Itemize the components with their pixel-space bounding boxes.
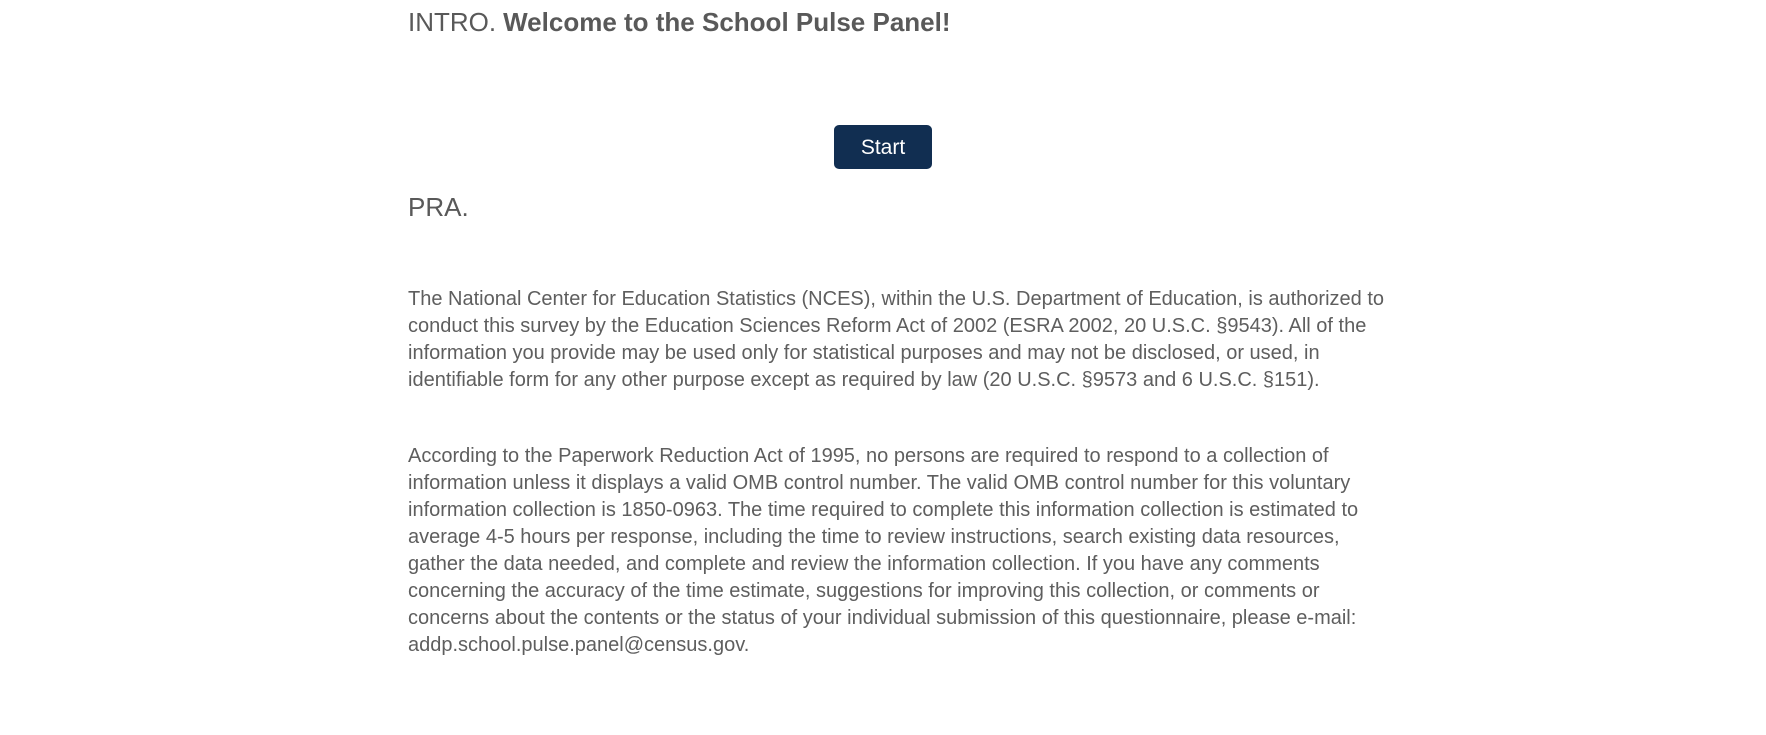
pra-question-id: PRA. <box>408 192 469 222</box>
pra-paragraph-1: The National Center for Education Statistics (NCES), within the U.S. Department of Education, is authorized to conduct this survey by the Education Sciences Reform Act of 2002 (ESRA 2002, 20 U.S.C. §9543). All of the information you provide may be used only for statistical purposes and may not be disclosed, or used, in identifiable form for any other purpose except as required by law (20 U.S.C. §9573 and 6 U.S.C. §151). <box>408 288 1385 391</box>
survey-content <box>408 0 1393 659</box>
start-button[interactable]: Start <box>834 125 932 169</box>
intro-title: Welcome to the School Pulse Panel! <box>503 7 951 37</box>
start-button-row <box>408 125 1358 169</box>
intro-heading <box>408 6 1393 38</box>
pra-paragraph-2: According to the Paperwork Reduction Act of 1995, no persons are required to respond to a collection of information unless it displays a valid OMB control number. The valid OMB control number for this voluntary information collection is 1850-0963. The time required to complete this information collection is estimated to average 4-5 hours per response, including the time to review instructions, search existing data resources, gather the data needed, and complete and review the information collection. If you have any comments concerning the accuracy of the time estimate, suggestions for improving this collection, or comments or concerns about the contents or the status of your individual submission of this questionnaire, please e-mail: addp.school.pulse.panel@census.gov. <box>408 445 1359 656</box>
intro-question-id: INTRO. <box>408 7 497 37</box>
